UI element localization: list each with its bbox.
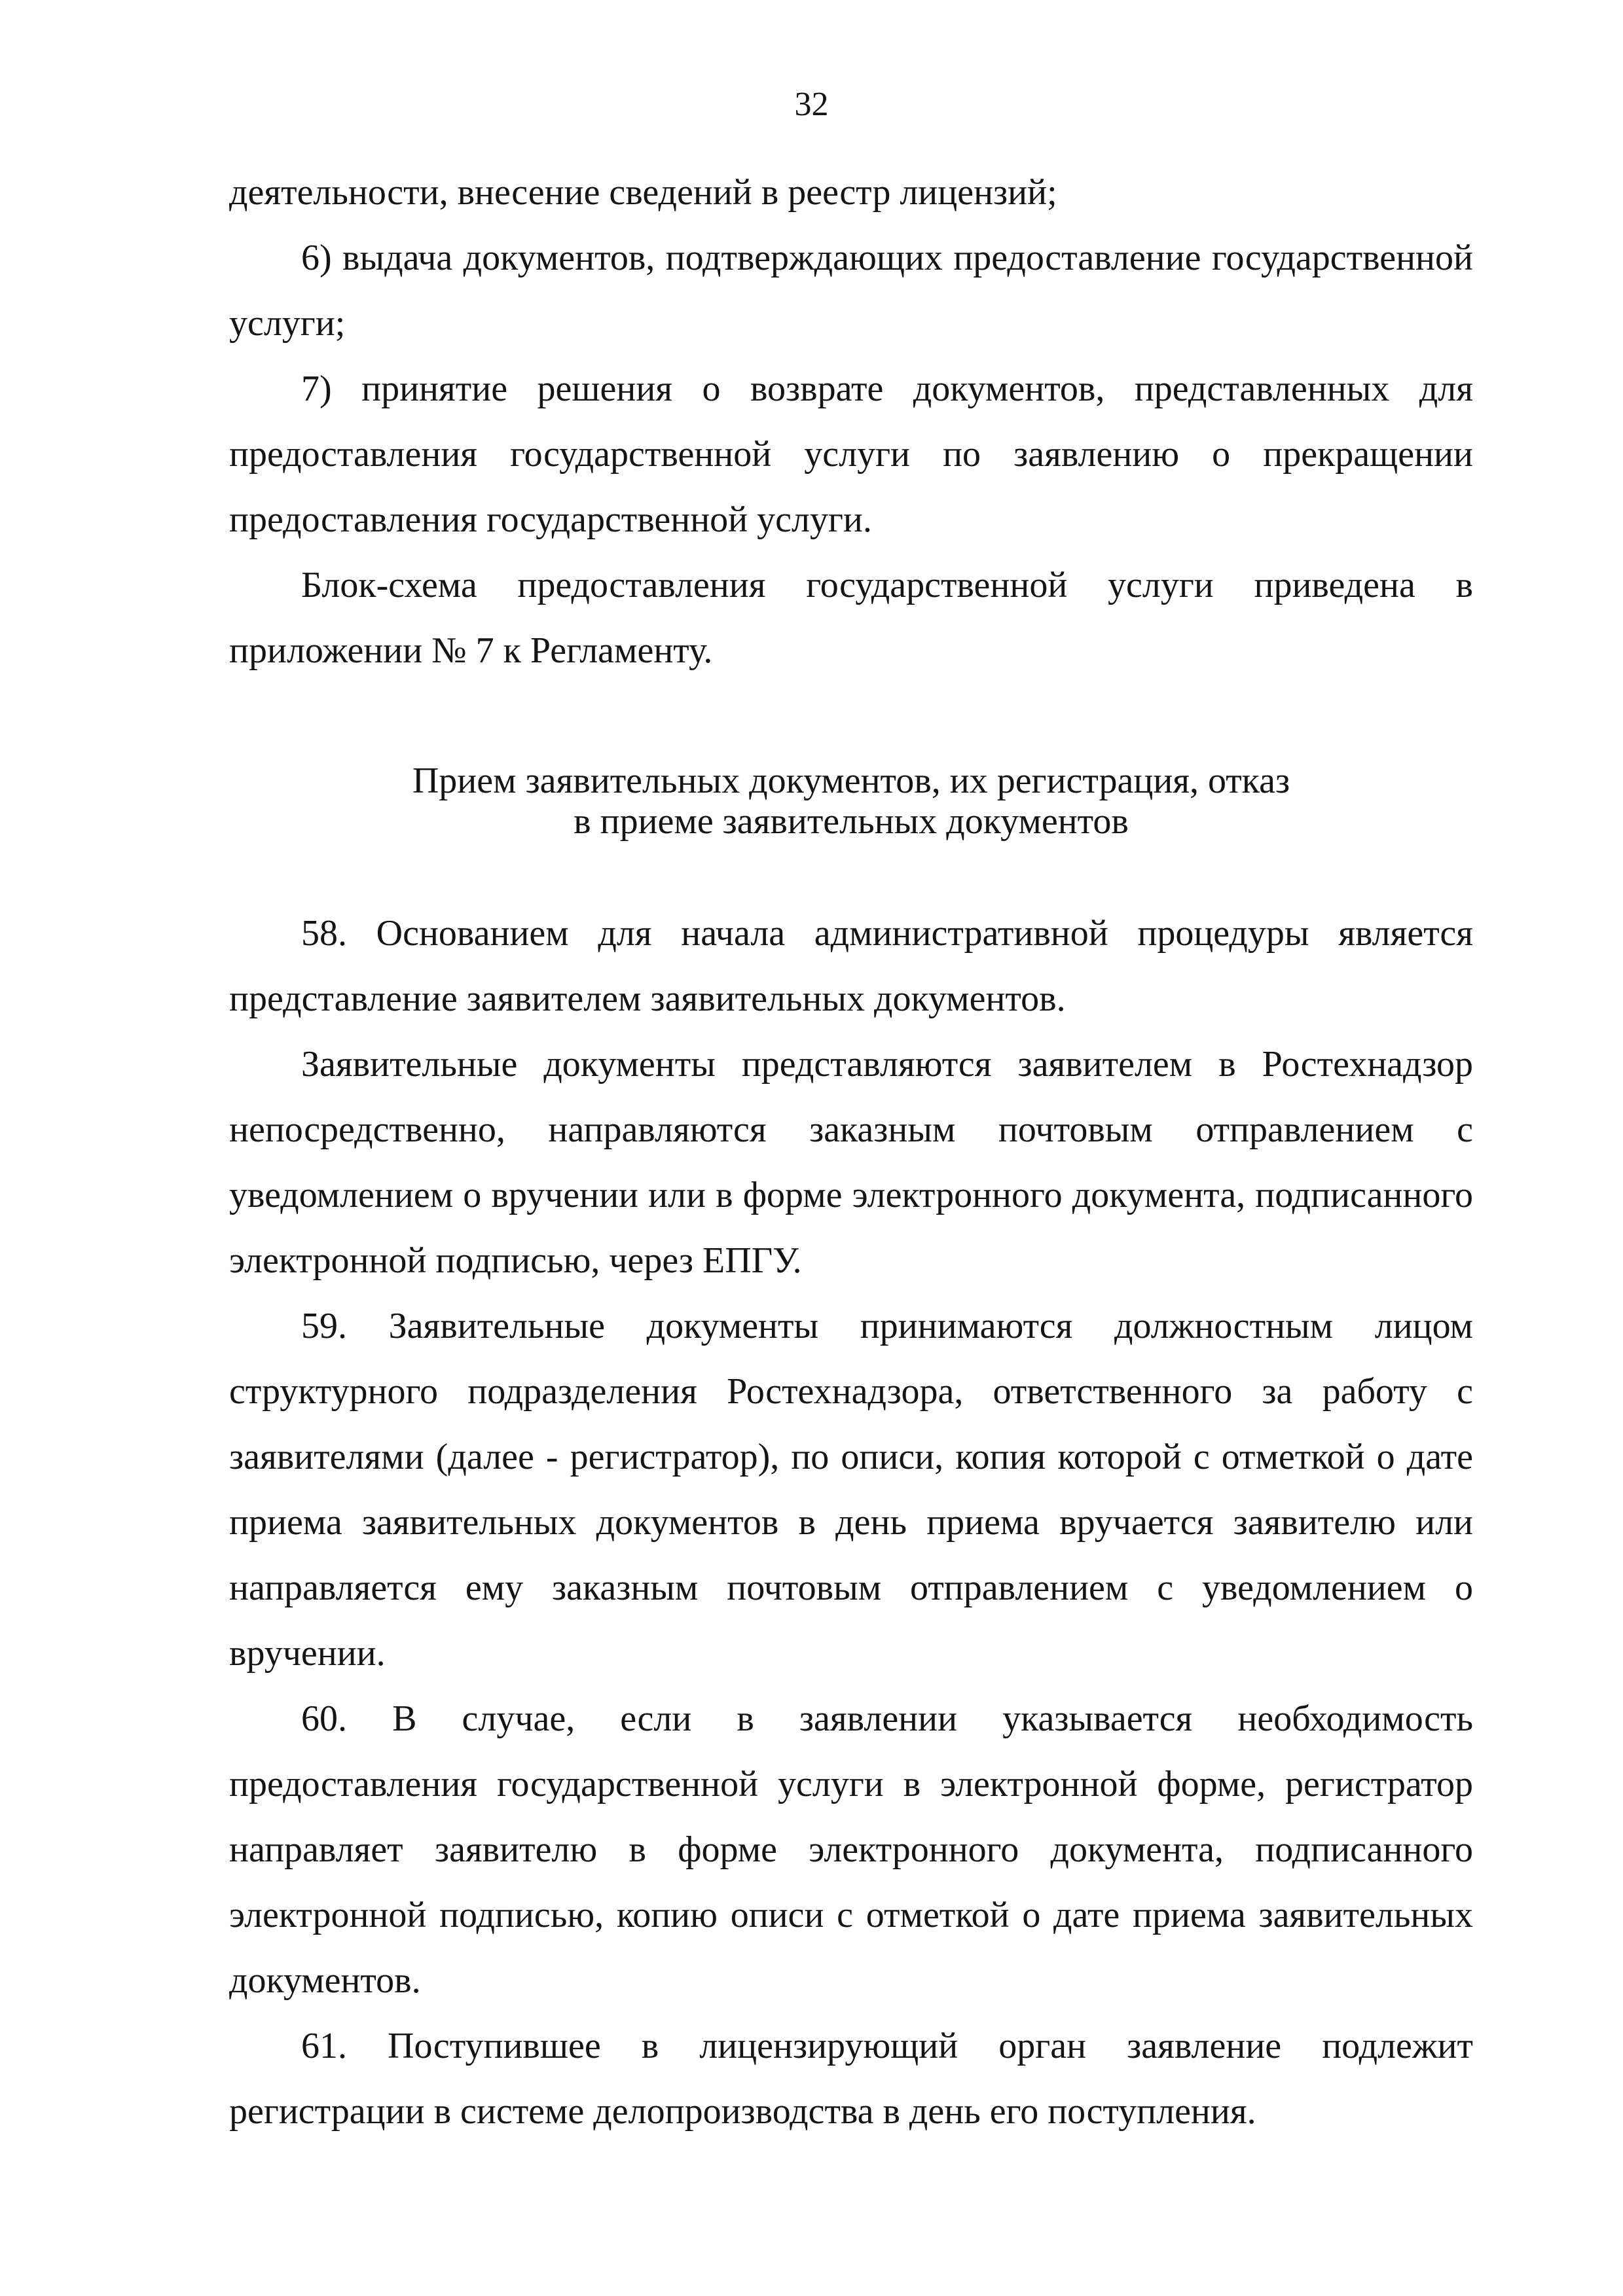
page-number: 32 bbox=[794, 86, 829, 123]
paragraph-block-diagram: Блок-схема предоставления государственной услуги приведена в приложении № 7 к Регламенту. bbox=[229, 565, 1473, 671]
page-body bbox=[229, 160, 1473, 2144]
paragraph-item-6: 6) выдача документов, подтверждающих предоставление государственной услуги; bbox=[229, 238, 1473, 344]
paragraph-continuation: деятельности, внесение сведений в реестр лицензий; bbox=[229, 172, 1057, 213]
paragraph-59: 59. Заявительные документы принимаются должностным лицом структурного подразделения Ростехнадзора, ответственного за работу с заявителями (далее - регистратор), по описи, копия которой с отметкой о дате приема заявительных документов в день приема вручается заявителю или направляется ему заказным почтовым отправлением с уведомлением о вручении. bbox=[229, 1306, 1473, 1674]
section-heading-line-2: в приеме заявительных документов bbox=[574, 801, 1129, 842]
paragraph-item-7: 7) принятие решения о возврате документов, представленных для предоставления государственной услуги по заявлению о прекращении предоставления государственной услуги. bbox=[229, 368, 1473, 540]
section-heading bbox=[229, 761, 1473, 842]
paragraph-58-submission: Заявительные документы представляются заявителем в Ростехнадзор непосредственно, направляются заказным почтовым отправлением с уведомлением о вручении или в форме электронного документа, подписанного электронной подписью, через ЕПГУ. bbox=[229, 1044, 1473, 1281]
paragraph-60: 60. В случае, если в заявлении указывается необходимость предоставления государственной услуги в электронной форме, регистратор направляет заявителю в форме электронного документа, подписанного электронной подписью, копию описи с отметкой о дате приема заявительных документов. bbox=[229, 1698, 1473, 2001]
section-heading-line-1: Прием заявительных документов, их регистрация, отказ bbox=[412, 761, 1290, 801]
paragraph-58: 58. Основанием для начала административной процедуры является представление заявителем заявительных документов. bbox=[229, 913, 1473, 1019]
paragraph-61: 61. Поступившее в лицензирующий орган заявление подлежит регистрации в системе делопроизводства в день его поступления. bbox=[229, 2026, 1473, 2132]
